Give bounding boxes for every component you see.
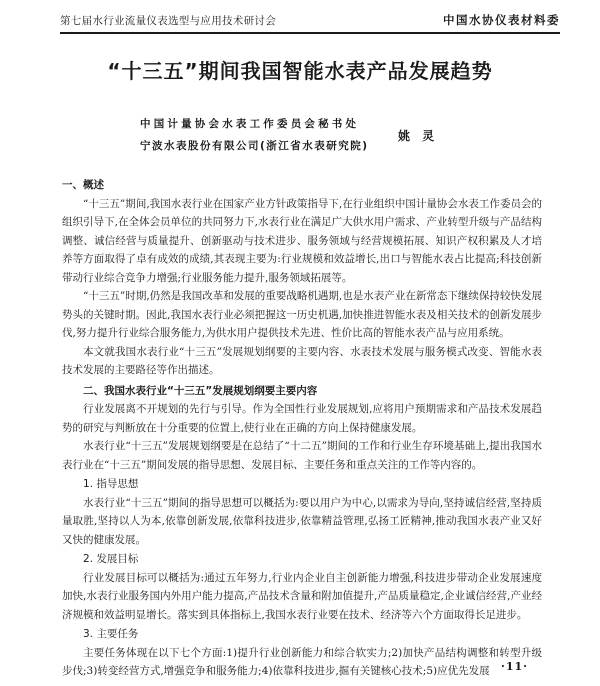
paragraph: 本文就我国水表行业“十三五”发展规划纲要的主要内容、水表技术发展与服务模式改变、智能水表技术发展的主要路径等作出描述。	[62, 345, 542, 376]
subsection-heading-main-tasks: 3. 主要任务	[83, 628, 139, 640]
paragraph: 主要任务体现在以下七个方面:1)提升行业创新能力和综合软实力;2)加快产品结构调整和转型升级步伐;3)转变经营方式,增强竞争和服务能力;4)依靠科技进步,掘有关键核心技术;5)应优先发展	[62, 646, 542, 677]
paragraph: 行业发展离不开规划的先行与引导。作为全国性行业发展规划,应将用户预期需求和产品技术发展趋势的研究与判断放在十分重要的位置上,使行业在正确的方向上保持健康发展。	[62, 403, 542, 434]
author-name: 姚 灵	[398, 129, 439, 143]
article-title: “十三五”期间我国智能水表产品发展趋势	[107, 59, 493, 83]
paragraph: 水表行业“十三五”发展规划纲要是在总结了“十二五”期间的工作和行业生存环境基础上,提出我国水表行业在“十三五”期间发展的指导思想、发展目标、主要任务和重点关注的工作等内容的。	[62, 440, 542, 471]
subsection-heading-development-goals: 2. 发展目标	[83, 553, 139, 565]
paragraph: 水表行业“十三五”期间的指导思想可以概括为:要以用户为中心,以需求为导向,坚持诚信经营,坚持质量取胜,坚持以人为本,依靠创新发展,依靠科技进步,依靠精益管理,弘扬工匠精神,推动我国水表产业又好又快的健康发展。	[62, 496, 542, 546]
affiliation-line-1: 中国计量协会水表工作委员会秘书处	[140, 118, 360, 130]
section-heading-plan: 二、我国水表行业“十三五”发展规划纲要主要内容	[83, 384, 318, 397]
paragraph: “十三五”期间,我国水表行业在国家产业方针政策指导下,在行业组织中国计量协会水表工作委员会的组织引导下,在全体会员单位的共同努力下,水表行业在满足广大供水用户需求、产业转型升级与产品结构调整、诚信经营与质量提升、创新驱动与技术进步、服务领域与经营规模拓展、知识产权积累及人才培养等方面取得了卓有成效的成绩,其表现主要为:行业规模和效益增长,出口与智能水表占比提高;科技创新带动行业综合竞争力增强;行业服务能力提升,服务领域拓展等。	[62, 197, 542, 284]
conference-name: 第七届水行业流量仪表选型与应用技术研讨会	[60, 15, 276, 27]
header-divider	[60, 32, 560, 34]
paragraph: 行业发展目标可以概括为:通过五年努力,行业内企业自主创新能力增强,科技进步带动企业发展速度加快,水表行业服务国内外用户能力提高,产品技术含量和附加值提升,产品质量稳定,企业诚信经营,产业经济规模和效益明显增长。落实到具体指标上,我国水表行业要在技术、经济等六个方面取得长足进步。	[62, 571, 542, 621]
committee-name: 中国水协仪表材料委	[443, 13, 560, 27]
page-number: ·11·	[501, 660, 528, 673]
affiliation-line-2: 宁波水表股份有限公司(浙江省水表研究院)	[140, 140, 369, 152]
section-heading-overview: 一、概述	[62, 179, 104, 191]
running-header	[60, 13, 560, 31]
paragraph: “十三五”时期,仍然是我国改革和发展的重要战略机遇期,也是水表产业在新常态下继续保持较快发展势头的关键时期。因此,我国水表行业必须把握这一历史机遇,加快推进智能水表及相关技术的创新发展步伐,努力提升行业综合服务能力,为供水用户提供技术先进、性价比高的智能水表产品与应用系统。	[62, 290, 542, 339]
article-body	[62, 174, 542, 681]
subsection-heading-guiding-ideology: 1. 指导思想	[83, 478, 139, 490]
